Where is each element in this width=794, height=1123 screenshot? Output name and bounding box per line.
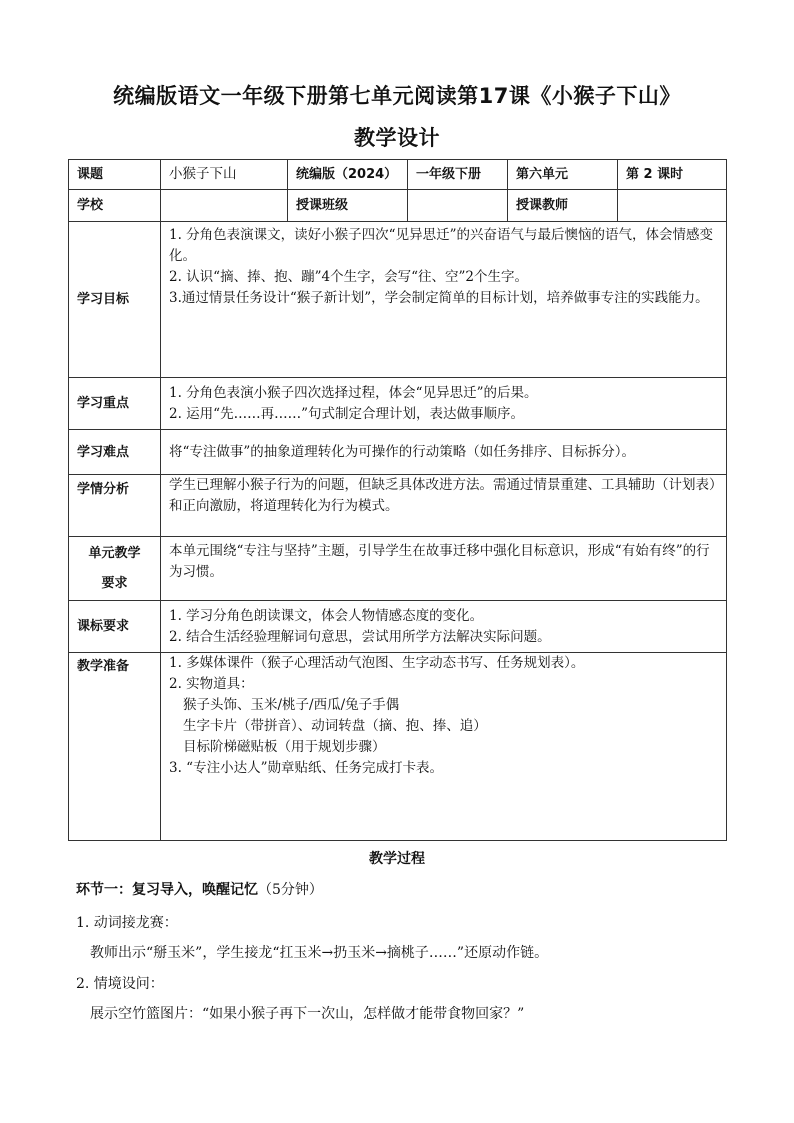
period: 第 2 课时 <box>618 160 727 190</box>
preparation-item: 生字卡片（带拼音）、动词转盘（摘、抱、捧、追） <box>183 718 487 734</box>
analysis-row <box>69 475 727 537</box>
preparation-item: 猴子头饰、玉米/桃子/西瓜/兔子手偶 <box>183 697 400 713</box>
step1-title: 环节一：复习导入，唤醒记忆 <box>76 882 258 898</box>
key-points-row <box>69 378 727 430</box>
lesson-plan-table <box>68 159 727 841</box>
key-point-item: 2. 运用“先……再……”句式制定合理计划，表达做事顺序。 <box>169 405 524 422</box>
teacher-label: 授课教师 <box>508 190 618 222</box>
curriculum-content <box>161 601 727 653</box>
preparation-item: 1. 多媒体课件（猴子心理活动气泡图、生字动态书写、任务规划表）。 <box>169 655 585 671</box>
objective-item: 1. 分角色表演课文，读好小猴子四次“见异思迁”的兴奋语气与最后懊恼的语气，体会情感变化。 <box>169 227 713 264</box>
class-value <box>408 190 508 222</box>
document-subtitle: 教学设计 <box>354 126 440 150</box>
step1-time: （5分钟） <box>258 882 323 898</box>
difficulties-text: 将“专注做事”的抽象道理转化为可操作的行动策略（如任务排序、目标拆分）。 <box>161 430 727 475</box>
edition: 统编版（2024） <box>288 160 408 190</box>
class-label: 授课班级 <box>288 190 408 222</box>
preparation-item: 目标阶梯磁贴板（用于规划步骤） <box>183 739 386 755</box>
preparation-item: 2. 实物道具： <box>169 676 254 692</box>
teacher-value <box>618 190 727 222</box>
curriculum-item: 1. 学习分角色朗读课文，体会人物情感态度的变化。 <box>169 607 484 624</box>
document-title: 统编版语文一年级下册第七单元阅读第17课《小猴子下山》 <box>113 84 681 108</box>
school-label: 学校 <box>69 190 161 222</box>
step1-item1: 1. 动词接龙赛： <box>76 915 178 931</box>
preparation-content <box>161 653 727 841</box>
key-points-label: 学习重点 <box>69 378 161 430</box>
difficulties-label: 学习难点 <box>69 430 161 475</box>
preparation-item: 3. “专注小达人”勋章贴纸、任务完成打卡表。 <box>169 760 443 776</box>
analysis-text: 学生已理解小猴子行为的问题，但缺乏具体改进方法。需通过情景重建、工具辅助（计划表）和正向激励，将道理转化为行为模式。 <box>161 475 727 537</box>
unit-requirement-label <box>69 537 161 601</box>
objectives-label: 学习目标 <box>69 222 161 378</box>
objective-item: 2. 认识“摘、捧、抱、蹦”4个生字，会写“往、空”2个生字。 <box>169 269 528 285</box>
curriculum-row <box>69 601 727 653</box>
lesson-name: 小猴子下山 <box>161 160 288 190</box>
lesson-label: 课题 <box>69 160 161 190</box>
analysis-label: 学情分析 <box>69 475 161 537</box>
objectives-content <box>161 222 727 378</box>
unit-requirement-label-line2: 要求 <box>101 575 128 591</box>
preparation-row <box>69 653 727 841</box>
step1-heading <box>76 879 323 899</box>
step1-item1-text: 教师出示“掰玉米”，学生接龙“扛玉米→扔玉米→摘桃子……”还原动作链。 <box>90 945 549 961</box>
process-heading: 教学过程 <box>369 851 425 867</box>
school-value <box>161 190 288 222</box>
difficulties-row <box>69 430 727 475</box>
unit-requirement-row <box>69 537 727 601</box>
step1-item2-text: 展示空竹篮图片：“如果小猴子再下一次山，怎样做才能带食物回家？” <box>90 1006 525 1022</box>
step1-item2: 2. 情境设问： <box>76 976 164 992</box>
school-row <box>69 190 727 222</box>
grade: 一年级下册 <box>408 160 508 190</box>
unit: 第六单元 <box>508 160 618 190</box>
unit-requirement-label-line1: 单元教学 <box>88 545 141 561</box>
key-points-content <box>161 378 727 430</box>
curriculum-label: 课标要求 <box>69 601 161 653</box>
header-row <box>69 160 727 190</box>
preparation-label: 教学准备 <box>69 653 161 841</box>
objectives-row <box>69 222 727 378</box>
curriculum-item: 2. 结合生活经验理解词句意思，尝试用所学方法解决实际问题。 <box>169 628 551 645</box>
unit-requirement-text: 本单元围绕“专注与坚持”主题，引导学生在故事迁移中强化目标意识，形成“有始有终”的行为习惯。 <box>161 537 727 601</box>
objective-item: 3.通过情景任务设计“猴子新计划”，学会制定简单的目标计划，培养做事专注的实践能力。 <box>169 290 709 306</box>
key-point-item: 1. 分角色表演小猴子四次选择过程，体会“见异思迁”的后果。 <box>169 384 538 401</box>
